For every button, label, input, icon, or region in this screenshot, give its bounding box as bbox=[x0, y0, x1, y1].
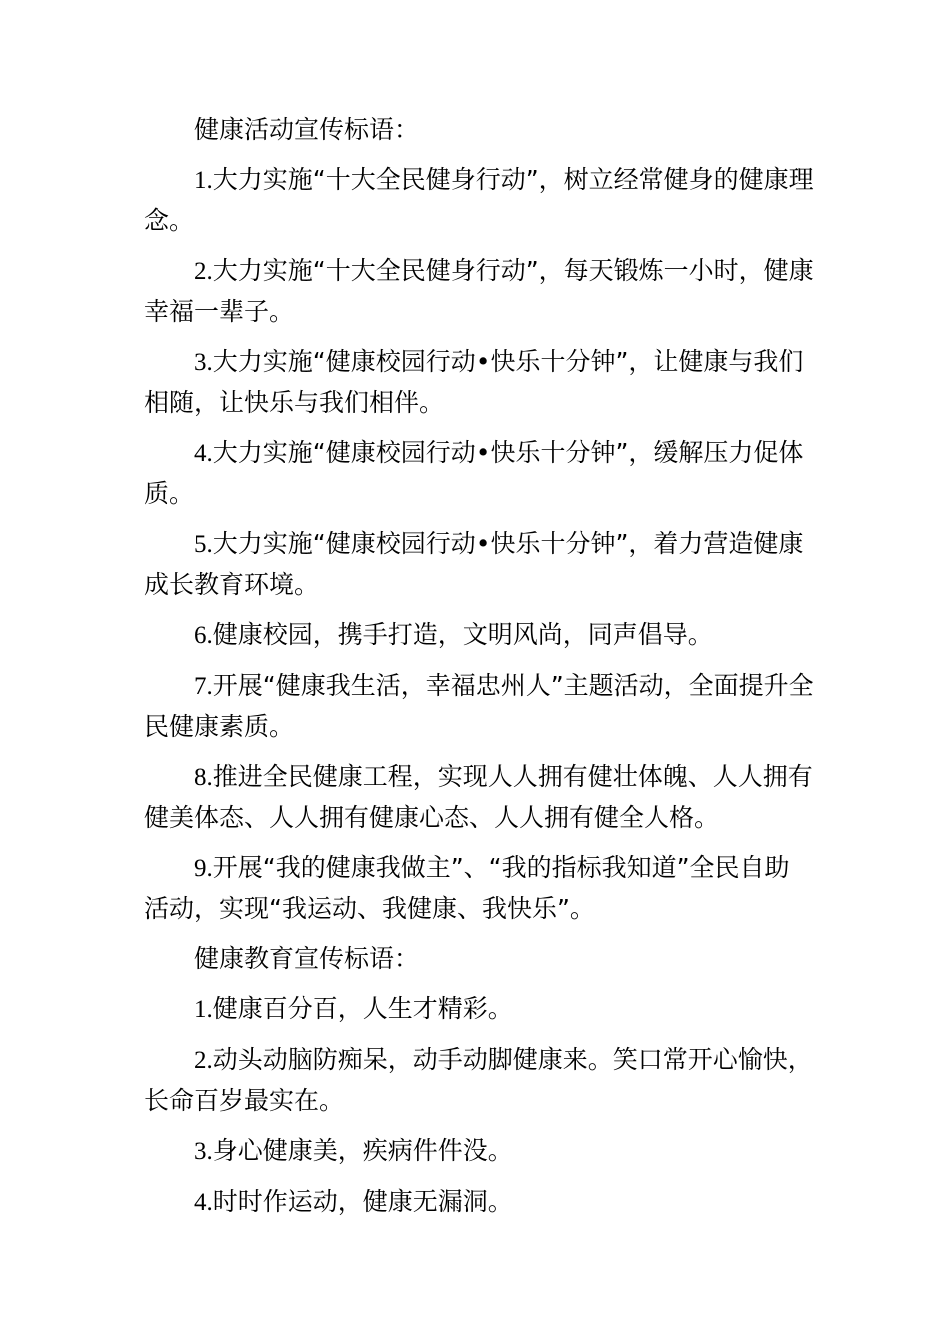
list-item bbox=[144, 1040, 814, 1121]
item-text: 大力实施“健康校园行动•快乐十分钟”，缓解压力促体质。 bbox=[144, 438, 804, 508]
item-number: 7. bbox=[194, 673, 213, 700]
item-text: 健康校园，携手打造，文明风尚，同声倡导。 bbox=[212, 620, 713, 649]
item-number: 9. bbox=[194, 855, 213, 882]
list-item bbox=[144, 757, 814, 838]
item-text: 动头动脑防痴呆，动手动脚健康来。笑口常开心愉快，长命百岁最实在。 bbox=[144, 1045, 813, 1115]
item-number: 1. bbox=[194, 996, 213, 1023]
item-text: 健康百分百，人生才精彩。 bbox=[212, 994, 513, 1023]
list-item bbox=[144, 1182, 814, 1223]
list-item bbox=[144, 1131, 814, 1172]
item-text: 身心健康美，疾病件件没。 bbox=[212, 1136, 513, 1165]
list-item bbox=[144, 524, 814, 605]
item-text: 开展“健康我生活，幸福忠州人”主题活动，全面提升全民健康素质。 bbox=[144, 671, 814, 741]
item-text: 大力实施“十大全民健身行动”，树立经常健身的健康理念。 bbox=[144, 165, 814, 235]
list-item bbox=[144, 615, 814, 656]
document-body bbox=[144, 110, 814, 1233]
item-text: 大力实施“健康校园行动•快乐十分钟”，着力营造健康成长教育环境。 bbox=[144, 529, 804, 599]
item-number: 5. bbox=[194, 531, 213, 558]
item-number: 1. bbox=[194, 167, 213, 194]
item-number: 8. bbox=[194, 764, 213, 791]
item-text: 开展“我的健康我做主”、“我的指标我知道”全民自助活动，实现“我运动、我健康、我快乐”。 bbox=[144, 853, 790, 923]
list-item bbox=[144, 342, 814, 423]
list-item bbox=[144, 848, 814, 929]
list-item bbox=[144, 989, 814, 1030]
item-text: 推进全民健康工程，实现人人拥有健壮体魄、人人拥有健美体态、人人拥有健康心态、人人拥有健全人格。 bbox=[144, 762, 813, 832]
list-item bbox=[144, 251, 814, 332]
item-number: 3. bbox=[194, 349, 213, 376]
item-number: 2. bbox=[194, 258, 213, 285]
section-heading: 健康活动宣传标语： bbox=[194, 115, 420, 144]
item-number: 4. bbox=[194, 1189, 213, 1216]
item-number: 6. bbox=[194, 622, 213, 649]
item-text: 大力实施“健康校园行动•快乐十分钟”，让健康与我们相随，让快乐与我们相伴。 bbox=[144, 347, 804, 417]
list-item bbox=[144, 433, 814, 514]
section-activity-slogans bbox=[144, 110, 814, 929]
list-item bbox=[144, 666, 814, 747]
item-text: 大力实施“十大全民健身行动”，每天锻炼一小时，健康幸福一辈子。 bbox=[144, 256, 814, 326]
item-number: 3. bbox=[194, 1138, 213, 1165]
item-number: 2. bbox=[194, 1047, 213, 1074]
list-item bbox=[144, 160, 814, 241]
section-education-slogans bbox=[144, 939, 814, 1223]
section-heading: 健康教育宣传标语： bbox=[194, 944, 420, 973]
item-text: 时时作运动，健康无漏洞。 bbox=[212, 1187, 513, 1216]
item-number: 4. bbox=[194, 440, 213, 467]
